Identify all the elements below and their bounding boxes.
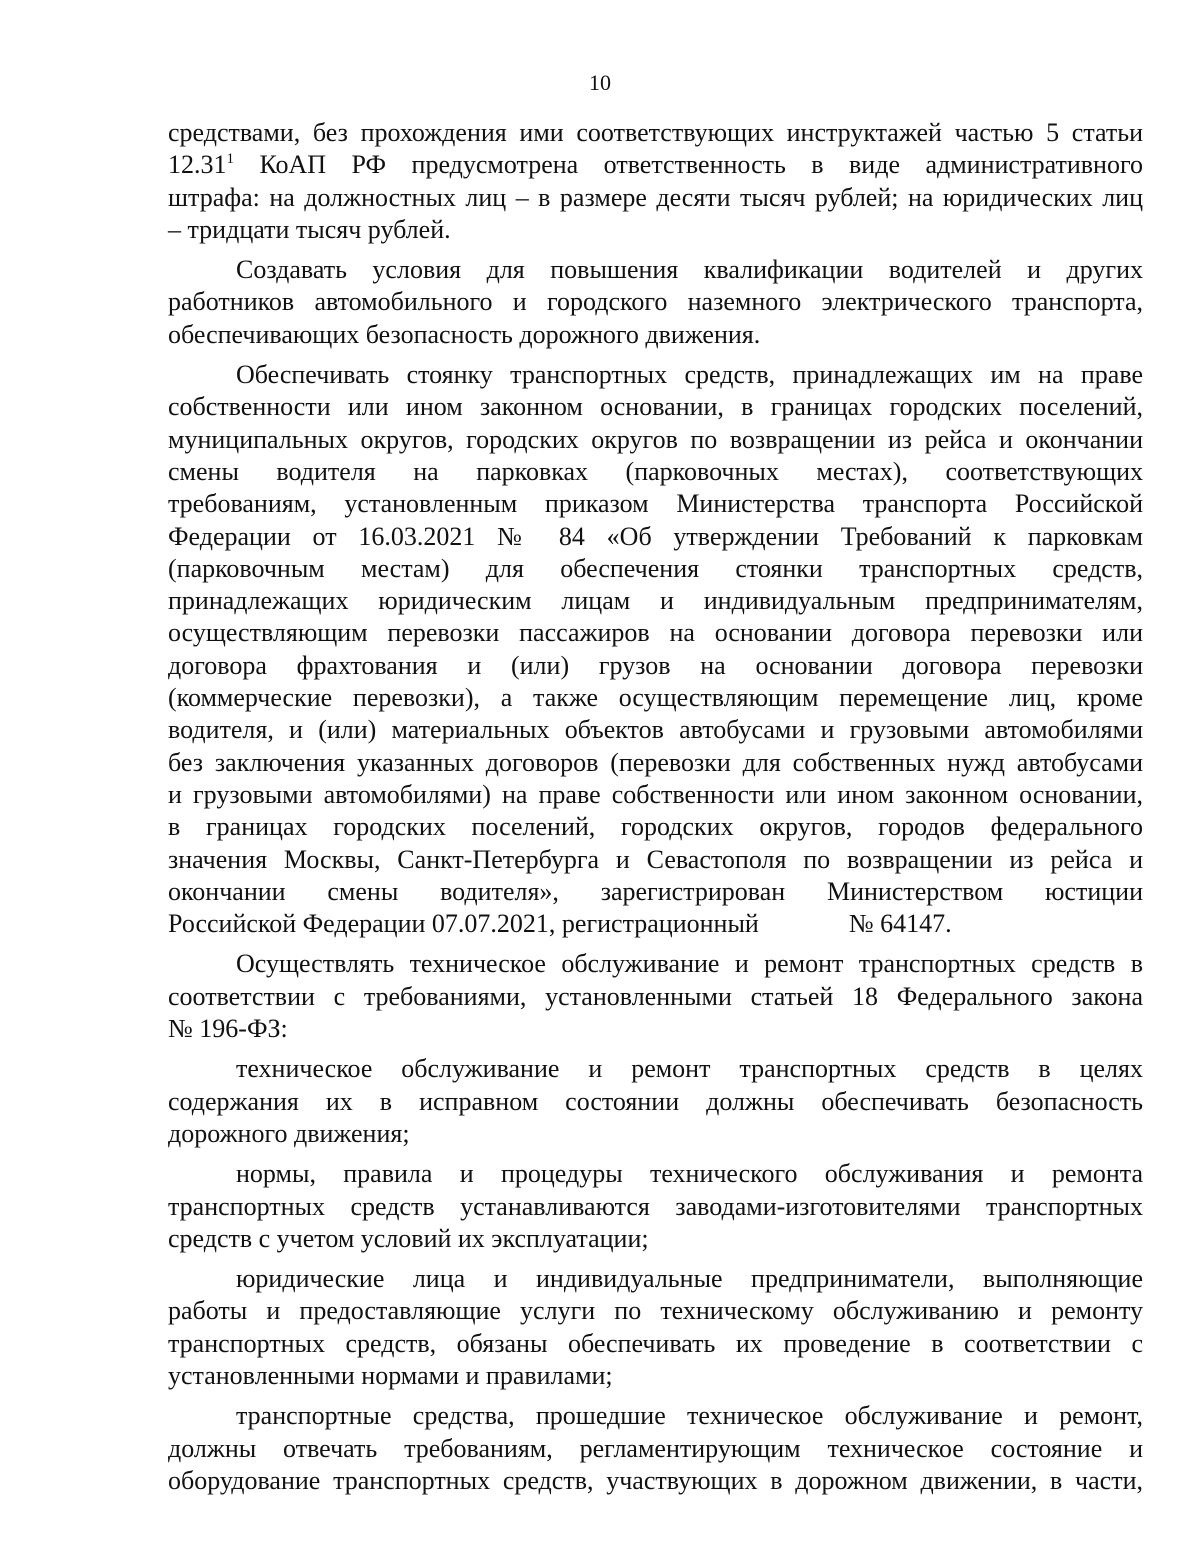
text-line: собственности или ином законном основании, в границах городских поселений,	[168, 392, 1143, 422]
text-line: Федерации от 16.03.2021 № 84 «Об утверждении Требований к парковкам	[168, 521, 1143, 551]
text-line: осуществляющим перевозки пассажиров на основании договора перевозки или	[168, 618, 1143, 648]
text-line: окончании смены водителя», зарегистрирован Министерством юстиции	[168, 876, 1143, 906]
page-number: 10	[589, 70, 611, 95]
paragraph-2	[168, 254, 1143, 351]
paragraph-4	[168, 948, 1143, 1045]
paragraph-1	[168, 117, 1143, 246]
paragraph-6	[168, 1158, 1143, 1255]
text-line	[168, 149, 1143, 181]
text-line: техническое обслуживание и ремонт транспортных средств в целях	[236, 1054, 1143, 1084]
text-line: транспортных средств устанавливаются заводами-изготовителями транспортных	[168, 1191, 1143, 1221]
text-line: требованиям, установленным приказом Министерства транспорта Российской	[168, 489, 1143, 519]
document-body	[168, 117, 1143, 1505]
superscript: 1	[226, 151, 234, 168]
text-line: соответствии с требованиями, установленными статьей 18 Федерального закона	[168, 981, 1143, 1011]
text-line: транспортных средств, обязаны обеспечивать их проведение в соответствии с	[168, 1328, 1143, 1358]
text-line: Создавать условия для повышения квалификации водителей и других	[236, 255, 1143, 285]
text-line: штрафа: на должностных лиц – в размере десяти тысяч рублей; на юридических лиц	[168, 182, 1143, 212]
text-line: транспортные средства, прошедшие техническое обслуживание и ремонт,	[236, 1401, 1143, 1431]
text-line: средств с учетом условий их эксплуатации;	[168, 1223, 649, 1253]
text-line: обеспечивающих безопасность дорожного движения.	[168, 319, 761, 349]
paragraph-7	[168, 1263, 1143, 1392]
registration-number: № 64147.	[848, 909, 952, 939]
article-ref: 12.31	[168, 150, 227, 180]
paragraph-8	[168, 1400, 1143, 1497]
text-line: договора фрахтования и (или) грузов на основании договора перевозки	[168, 650, 1143, 680]
text-line: работы и предоставляющие услуги по техническому обслуживанию и ремонту	[168, 1296, 1143, 1326]
text-line: без заключения указанных договоров (перевозки для собственных нужд автобусами	[168, 747, 1143, 777]
text-span: Российской Федерации 07.07.2021, регистрационный	[168, 909, 759, 939]
text-line: и грузовыми автомобилями) на праве собственности или ином законном основании,	[168, 779, 1143, 809]
paragraph-5	[168, 1053, 1143, 1150]
text-line: средствами, без прохождения ими соответствующих инструктажей частью 5 статьи	[168, 118, 1143, 147]
text-line: должны отвечать требованиям, регламентирующим техническое состояние и	[168, 1433, 1143, 1463]
text-line: № 196-ФЗ:	[168, 1014, 288, 1044]
text-line	[168, 908, 1143, 940]
text-line: водителя, и (или) материальных объектов автобусами и грузовыми автомобилями	[168, 715, 1143, 745]
text-line: содержания их в исправном состоянии должны обеспечивать безопасность	[168, 1086, 1143, 1116]
text-line: (коммерческие перевозки), а также осуществляющим перемещение лиц, кроме	[168, 683, 1143, 713]
text-line: Осуществлять техническое обслуживание и ремонт транспортных средств в	[236, 949, 1143, 979]
text-line: принадлежащих юридическим лицам и индивидуальным предпринимателям,	[168, 586, 1143, 616]
text-span: КоАП РФ предусмотрена ответственность в виде административного	[234, 150, 1143, 180]
text-line: работников автомобильного и городского наземного электрического транспорта,	[168, 287, 1143, 317]
paragraph-3	[168, 359, 1143, 940]
text-line: оборудование транспортных средств, участвующих в дорожном движении, в части,	[168, 1465, 1143, 1495]
text-line: установленными нормами и правилами;	[168, 1360, 613, 1390]
text-line: Обеспечивать стоянку транспортных средств, принадлежащих им на праве	[236, 360, 1143, 390]
text-line: в границах городских поселений, городских округов, городов федерального	[168, 812, 1143, 842]
text-line: дорожного движения;	[168, 1118, 410, 1148]
text-line: (парковочным местам) для обеспечения стоянки транспортных средств,	[168, 553, 1143, 583]
text-line: муниципальных округов, городских округов по возвращении из рейса и окончании	[168, 424, 1143, 454]
text-line: смены водителя на парковках (парковочных местах), соответствующих	[168, 456, 1143, 486]
text-line: нормы, правила и процедуры технического обслуживания и ремонта	[236, 1159, 1143, 1189]
text-line: – тридцати тысяч рублей.	[168, 214, 451, 244]
text-line: значения Москвы, Санкт-Петербурга и Севастополя по возвращении из рейса и	[168, 844, 1143, 874]
text-line: юридические лица и индивидуальные предприниматели, выполняющие	[236, 1264, 1143, 1294]
